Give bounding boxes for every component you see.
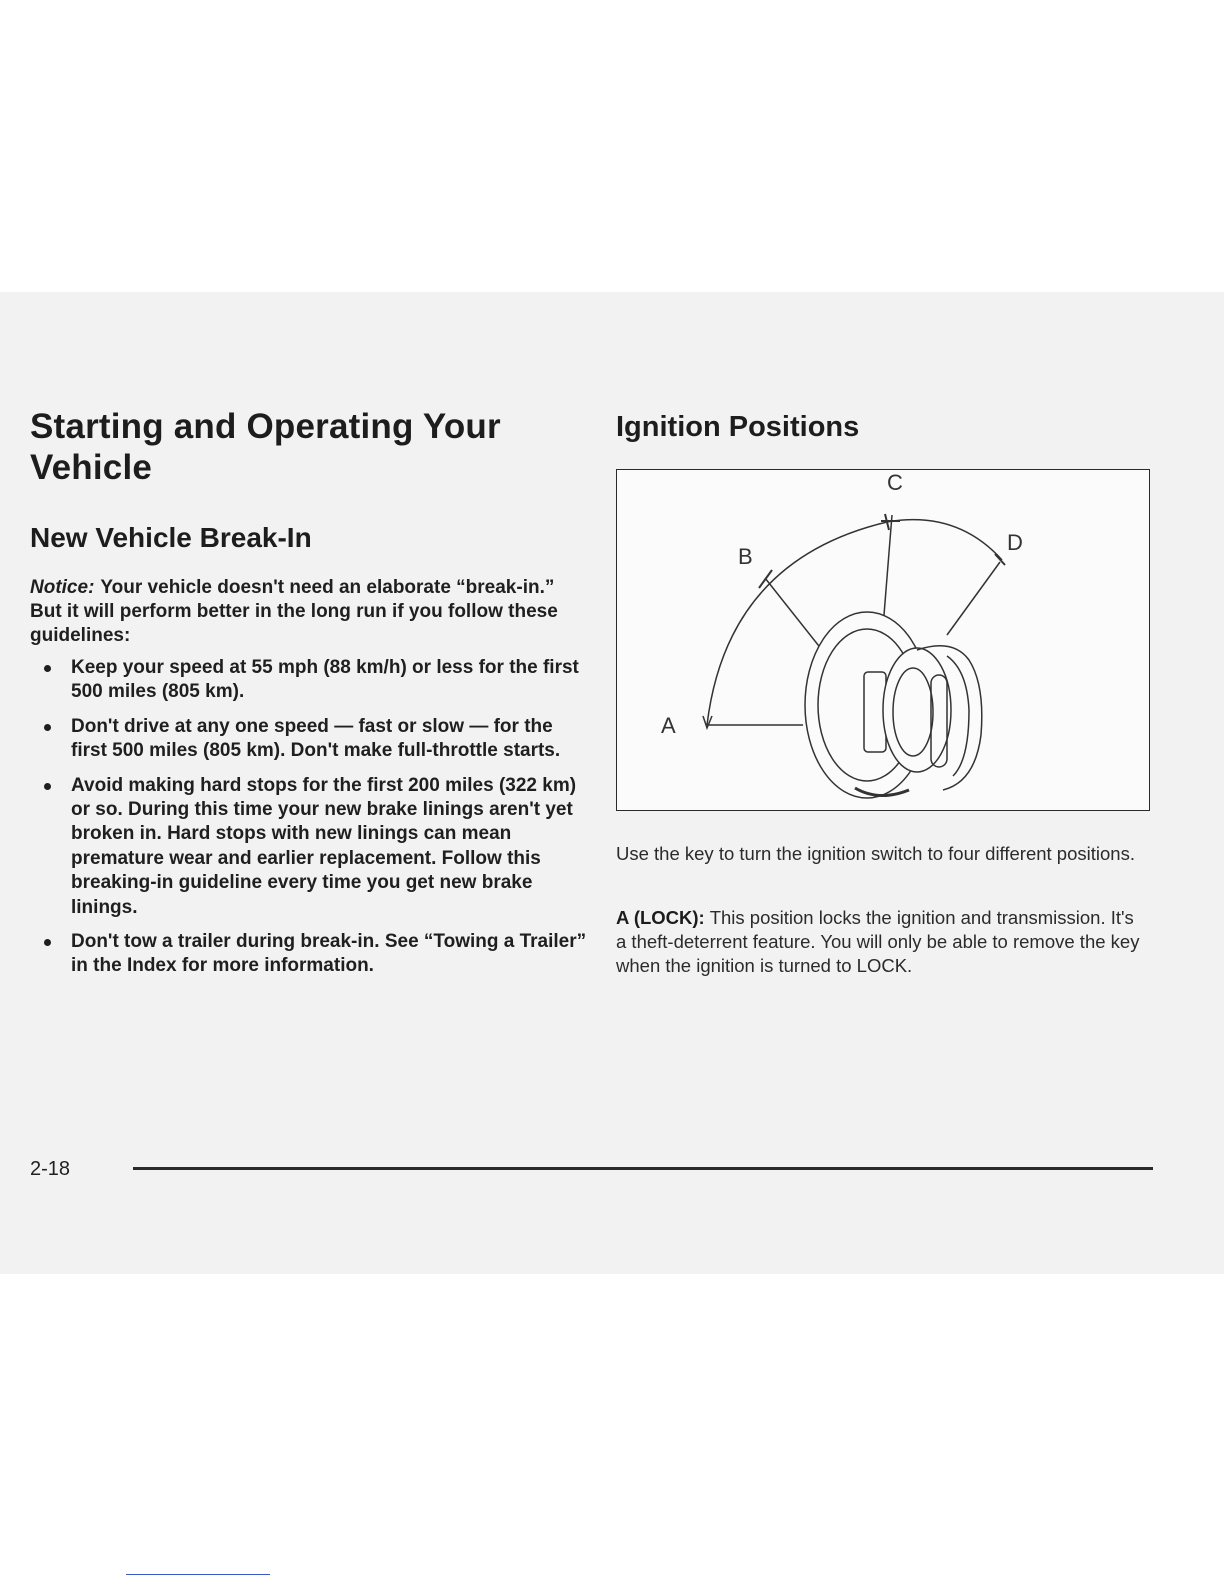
list-item-text: Keep your speed at 55 mph (88 km/h) or less for the first 500 miles (805 km). [71,657,579,703]
lock-paragraph [616,906,1146,978]
lock-label: A (LOCK): [616,907,705,928]
ignition-diagram [616,469,1150,811]
page-title: Starting and Operating Your Vehicle [30,407,501,487]
bottom-link-underline [126,1574,270,1575]
position-label-d: D [1007,530,1023,555]
bullet-icon [44,724,51,731]
lock-text: This position locks the ignition and transmission. It's a theft-deterrent feature. You will only be able to remove the key when the ignition is turned to LOCK. [616,907,1140,976]
page-number: 2-18 [30,1158,71,1180]
position-label-b: B [738,544,753,569]
ignition-cylinder [805,612,982,798]
footer-divider [133,1167,1153,1170]
position-label-a: A [661,713,676,738]
ignition-diagram-svg [617,470,1148,809]
bullet-icon [44,665,51,672]
ignition-intro: Use the key to turn the ignition switch to four different positions. [616,843,1135,864]
list-item-text: Don't drive at any one speed — fast or slow — for the first 500 miles (805 km). Don't make full-throttle starts. [71,715,561,762]
list-item [30,774,590,920]
bullet-icon [44,939,51,946]
section-title-ignition: Ignition Positions [616,411,860,443]
leader-line-d [947,562,1000,635]
notice-label: Notice: [30,577,95,598]
section-title-break-in: New Vehicle Break-In [30,522,312,553]
list-item-text: Don't tow a trailer during break-in. See “Towing a Trailer” in the Index for more information. [71,931,587,977]
list-item-text: Avoid making hard stops for the first 200 miles (322 km) or so. During this time your new brake linings aren't yet broken in. Hard stops with new linings can mean premature wear and earlier replacement. Follow this breaking-in guideline every time you get new brake linings. [71,774,577,918]
list-item [30,656,590,705]
list-item [30,930,590,979]
notice-paragraph [30,576,590,648]
guidelines-list [30,656,590,989]
arc-tick-d [995,554,1005,565]
bullet-icon [44,783,51,790]
list-item [30,715,590,764]
position-label-c: C [887,470,903,495]
notice-text: Your vehicle doesn't need an elaborate “break-in.” But it will perform better in the long run if you follow these guidelines: [30,577,558,646]
